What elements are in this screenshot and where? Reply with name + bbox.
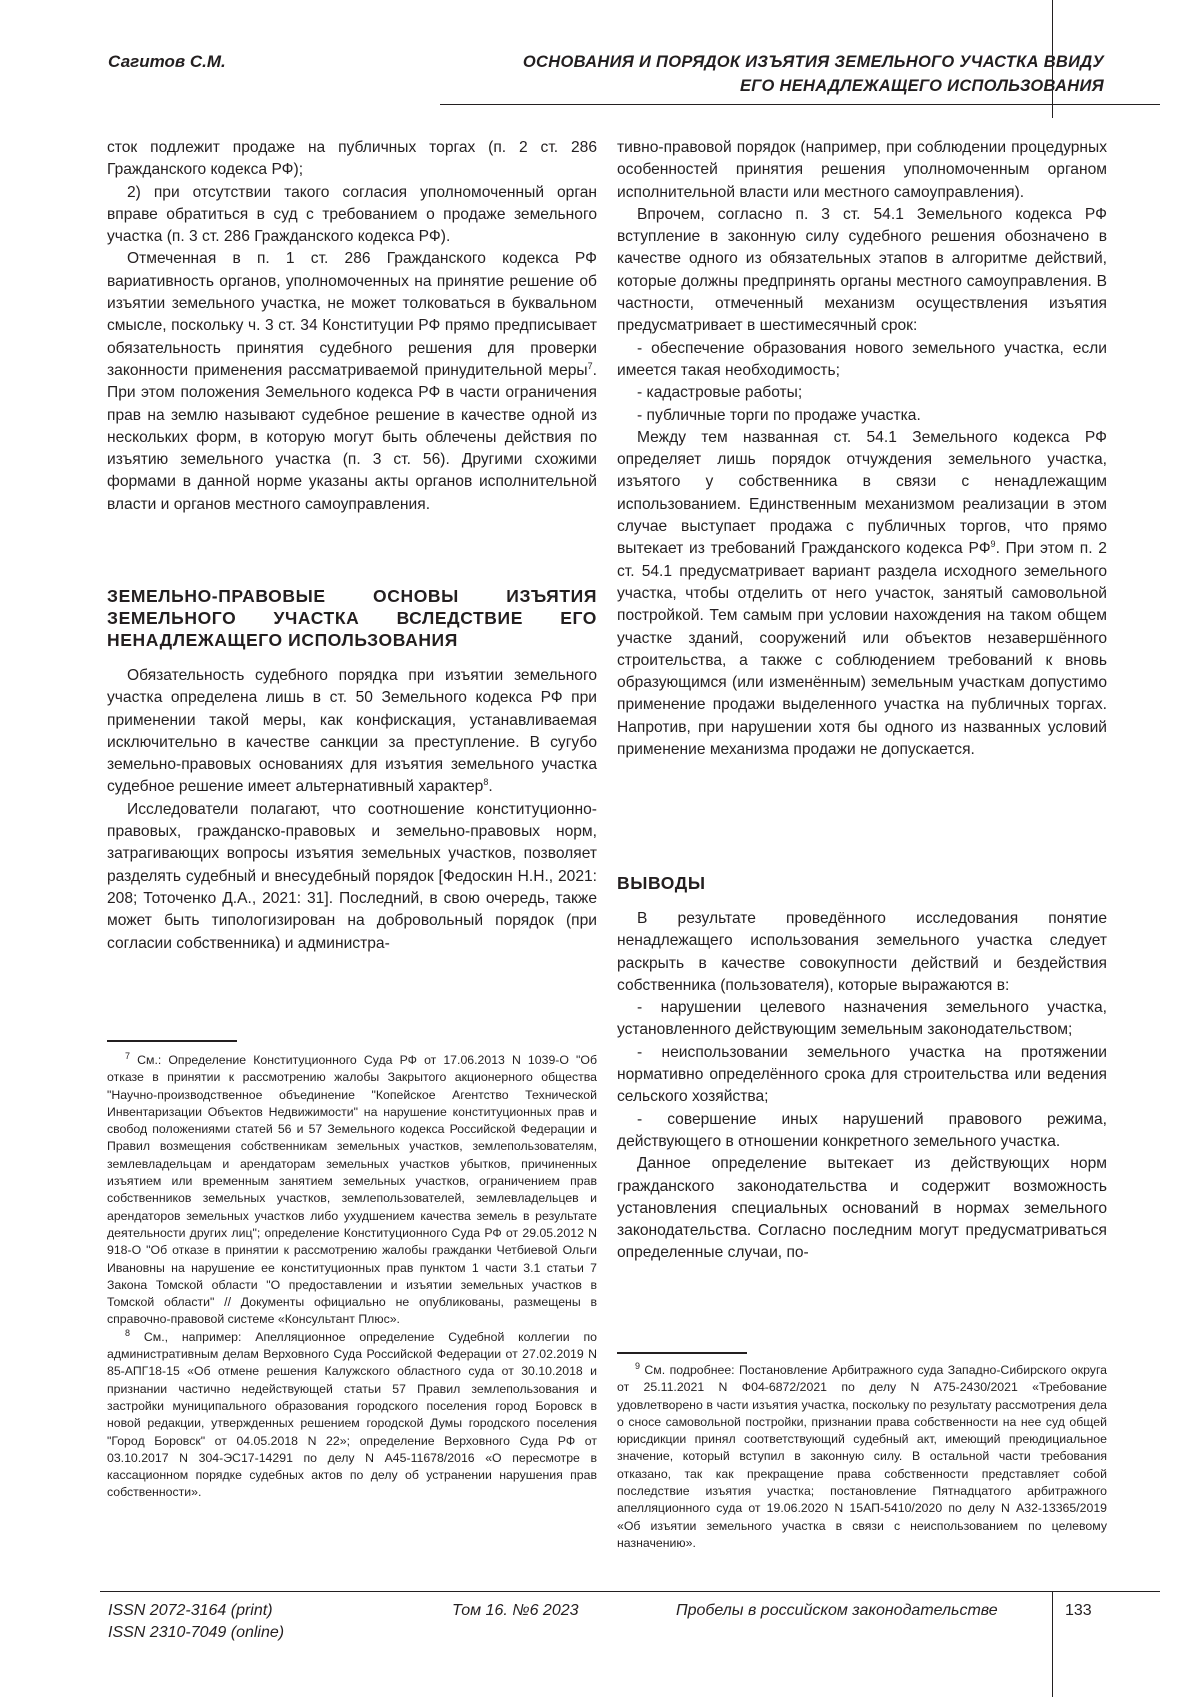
footnote-number: 9 xyxy=(635,1361,640,1371)
header-author: Сагитов С.М. xyxy=(108,52,226,72)
list-item: - неиспользовании земельного участка на протяжении нормативно определённого срока для строительства или ведения сельского хозяйства; xyxy=(617,1042,1107,1109)
right-column-conclusions xyxy=(617,872,1107,1265)
footer-issn xyxy=(108,1600,284,1644)
list-item: - совершение иных нарушений правового режима, действующего в отношении конкретного земельного участка. xyxy=(617,1109,1107,1154)
footnote-ref[interactable]: 8 xyxy=(483,777,488,787)
paragraph-text: . При этом положения Земельного кодекса РФ в части ограничения прав на землю называют судебное решение в качестве одной из нескольких форм, в которую могут быть облечены действия по изъятию земельного участка (п. 3 ст. 56). Другими схожими формами в данной норме указаны акты органов исполнительной власти и органов местного самоуправления. xyxy=(107,362,597,513)
left-column-section xyxy=(107,585,597,955)
list-item: - кадастровые работы; xyxy=(617,382,1107,404)
paragraph xyxy=(107,665,597,799)
footnote-separator xyxy=(617,1352,747,1354)
paragraph: В результате проведённого исследования понятие ненадлежащего использования земельного участка следует раскрыть в качестве совокупности действий и бездействия собственника (пользователя), которые выражаются в: xyxy=(617,908,1107,997)
issn-online: ISSN 2310-7049 (online) xyxy=(108,1622,284,1644)
footnotes-right xyxy=(617,1362,1107,1552)
paragraph-text: Отмеченная в п. 1 ст. 286 Гражданского кодекса РФ вариативность органов, уполномоченных на принятие решение об изъятии земельного участка, не может толковаться в буквальном смысле, поскольку ч. 3 ст. 34 Конституции РФ прямо предписывает обязательность принятия судебного решения для проверки законности применения рассматриваемой принудительной меры xyxy=(107,250,597,378)
header-title xyxy=(464,50,1104,98)
footnote-number: 8 xyxy=(125,1328,130,1338)
list-item: - обеспечение образования нового земельного участка, если имеется такая необходимость; xyxy=(617,338,1107,383)
page-number: 133 xyxy=(1065,1600,1092,1622)
header-vertical-rule xyxy=(1052,0,1053,118)
paragraph-text: . При этом п. 2 ст. 54.1 предусматривает вариант раздела исходного земельного участка, чтобы отделить от него участок, занятый самовольной постройкой. Тем самым при условии нахождения на таком общем участке зданий, сооружений или объектов незавершённого строительства, а также с соблюдением требований к вновь образующимся (или изменённым) земельным участкам допустимо применение продажи выделенного участка на публичных торгах. Напротив, при нарушении хотя бы одного из названных условий применение механизма продажи не допускается. xyxy=(617,540,1107,758)
footnote-8 xyxy=(107,1329,597,1502)
footnote-number: 7 xyxy=(125,1051,130,1061)
footnote-separator xyxy=(107,1040,237,1042)
paragraph-text: Обязательность судебного порядка при изъятии земельного участка определена лишь в ст. 50 Земельного кодекса РФ при применении такой меры, как конфискация, устанавливаемая исключительно в качестве санкции за преступление. В сугубо земельно-правовых основаниях для изъятия земельного участка судебное решение имеет альтернативный характер xyxy=(107,667,597,795)
left-column-top xyxy=(107,137,597,516)
footnote-ref[interactable]: 7 xyxy=(588,361,593,371)
footnote-text: См. подробнее: Постановление Арбитражного суда Западно-Сибирского округа от 25.11.2021 N Ф04-6872/2021 по делу N А75-2430/2021 «Требование удовлетворено в части изъятия участка, поскольку по результату рассмотрения дела о сносе самовольной постройки, признании права собственности на нее суд общей юрисдикции принял соответствующий судебный акт, имеющий преюдициальное значение, который вступил в законную силу. В остальной части требования отказано, так как прекращение права собственности представляет собой последствие изъятия участка; постановление Пятнадцатого арбитражного апелляционного суда от 19.06.2020 N 15АП-5410/2020 по делу N А32-13365/2019 «Об изъятии земельного участка в связи с неиспользованием по целевому назначению». xyxy=(617,1363,1107,1550)
paragraph: тивно-правовой порядок (например, при соблюдении процедурных особенностей принятия решения уполномоченным органом исполнительной власти или местного самоуправления). xyxy=(617,137,1107,204)
paragraph: Данное определение вытекает из действующих норм гражданского законодательства и содержит возможность установления специальных оснований в нормах земельного законодательства. Согласно последним могут предусматриваться определенные случаи, по- xyxy=(617,1153,1107,1264)
footer-volume: Том 16. №6 2023 xyxy=(452,1600,579,1622)
footnotes-left xyxy=(107,1052,597,1502)
footer-journal: Пробелы в российском законодательстве xyxy=(676,1600,998,1622)
paragraph xyxy=(107,248,597,516)
header-horizontal-rule xyxy=(440,104,1160,105)
paragraph-text: Между тем названная ст. 54.1 Земельного кодекса РФ определяет лишь порядок отчуждения земельного участка, изъятого у собственника в связи с ненадлежащим использованием. Единственным механизмом реализации в этом случае выступает продажа с публичных торгов, что прямо вытекает из требований Гражданского кодекса РФ xyxy=(617,429,1107,557)
list-item: - нарушении целевого назначения земельного участка, установленного действующим земельным законодательством; xyxy=(617,997,1107,1042)
header-title-line1: ОСНОВАНИЯ И ПОРЯДОК ИЗЪЯТИЯ ЗЕМЕЛЬНОГО УЧАСТКА ВВИДУ xyxy=(464,50,1104,74)
section-heading: ЗЕМЕЛЬНО-ПРАВОВЫЕ ОСНОВЫ ИЗЪЯТИЯ ЗЕМЕЛЬНОГО УЧАСТКА ВСЛЕДСТВИЕ ЕГО НЕНАДЛЕЖАЩЕГО ИСПОЛЬЗОВАНИЯ xyxy=(107,585,597,651)
issn-print: ISSN 2072-3164 (print) xyxy=(108,1600,284,1622)
footnote-text: См.: Определение Конституционного Суда РФ от 17.06.2013 N 1039-О "Об отказе в принятии к рассмотрению жалобы Закрытого акционерного общества "Научно-производственное объединение "Копейское Агентство Технической Инвентаризации Объектов Недвижимости" на нарушение конституционных прав и свобод положениями статей 56 и 57 Земельного кодекса Российской Федерации и Правил возмещения собственникам земельных участков, землепользователям, землевладельцам и арендаторам земельных участков убытков, причиненных изъятием или временным занятием земельных участков, ограничением прав собственников земельных участков, землепользователей, землевладельцев и арендаторов земельных участков либо ухудшением качества земель в результате деятельности других лиц"; определение Конституционного Суда РФ от 29.05.2012 N 918-О "Об отказе в принятии к рассмотрению жалобы гражданки Четбиевой Ольги Ивановны на нарушение ее конституционных прав пунктом 1 части 3.1 статьи 7 Закона Томской области "О предоставлении и изъятии земельных участков в Томской области" // Документы официально не опубликованы, размещены в справочно-правовой системе «Консультант Плюс». xyxy=(107,1053,597,1326)
paragraph xyxy=(617,427,1107,761)
paragraph: сток подлежит продаже на публичных торгах (п. 2 ст. 286 Гражданского кодекса РФ); xyxy=(107,137,597,182)
section-heading: ВЫВОДЫ xyxy=(617,872,1107,894)
list-item: - публичные торги по продаже участка. xyxy=(617,405,1107,427)
footnote-9 xyxy=(617,1362,1107,1552)
header-title-line2: ЕГО НЕНАДЛЕЖАЩЕГО ИСПОЛЬЗОВАНИЯ xyxy=(464,74,1104,98)
footer-rule xyxy=(100,1591,1160,1592)
footnote-ref[interactable]: 9 xyxy=(991,539,996,549)
footnote-7 xyxy=(107,1052,597,1329)
paragraph: Исследователи полагают, что соотношение конституционно-правовых, гражданско-правовых и земельно-правовых норм, затрагивающих вопросы изъятия земельных участков, позволяет разделять судебный и внесудебный порядок [Федоскин Н.Н., 2021: 208; Тоточенко Д.А., 2021: 31]. Последний, в свою очередь, также может быть типологизирован на добровольный порядок (при согласии собственника) и администра- xyxy=(107,799,597,955)
right-column-top xyxy=(617,137,1107,761)
footnote-text: См., например: Апелляционное определение Судебной коллегии по административным делам Верховного Суда Российской Федерации от 27.02.2019 N 85-АПГ18-15 «Об отмене решения Калужского областного суда от 30.10.2018 и признании частично недействующей статьи 57 Правил землепользования и застройки муниципального образования городского поселения город Боровск в новой редакции, утвержденных решением городской Думы городского поселения "Город Боровск" от 04.05.2018 N 22»; определение Верховного Суда РФ от 03.10.2017 N 304-ЭС17-14291 по делу N А45-11678/2016 «О пересмотре в кассационном порядке судебных актов по делу об устранении нарушения прав собственности». xyxy=(107,1330,597,1500)
paragraph: 2) при отсутствии такого согласия уполномоченный орган вправе обратиться в суд с требованием о продаже земельного участка (п. 3 ст. 286 Гражданского кодекса РФ). xyxy=(107,182,597,249)
paragraph: Впрочем, согласно п. 3 ст. 54.1 Земельного кодекса РФ вступление в законную силу судебного решения обозначено в качестве одного из обязательных этапов в алгоритме действий, которые должны предпринять органы местного самоуправления. В частности, отмеченный механизм осуществления изъятия предусматривает в шестимесячный срок: xyxy=(617,204,1107,338)
footer-vertical-rule xyxy=(1052,1591,1053,1697)
paragraph-text: . xyxy=(488,778,492,795)
